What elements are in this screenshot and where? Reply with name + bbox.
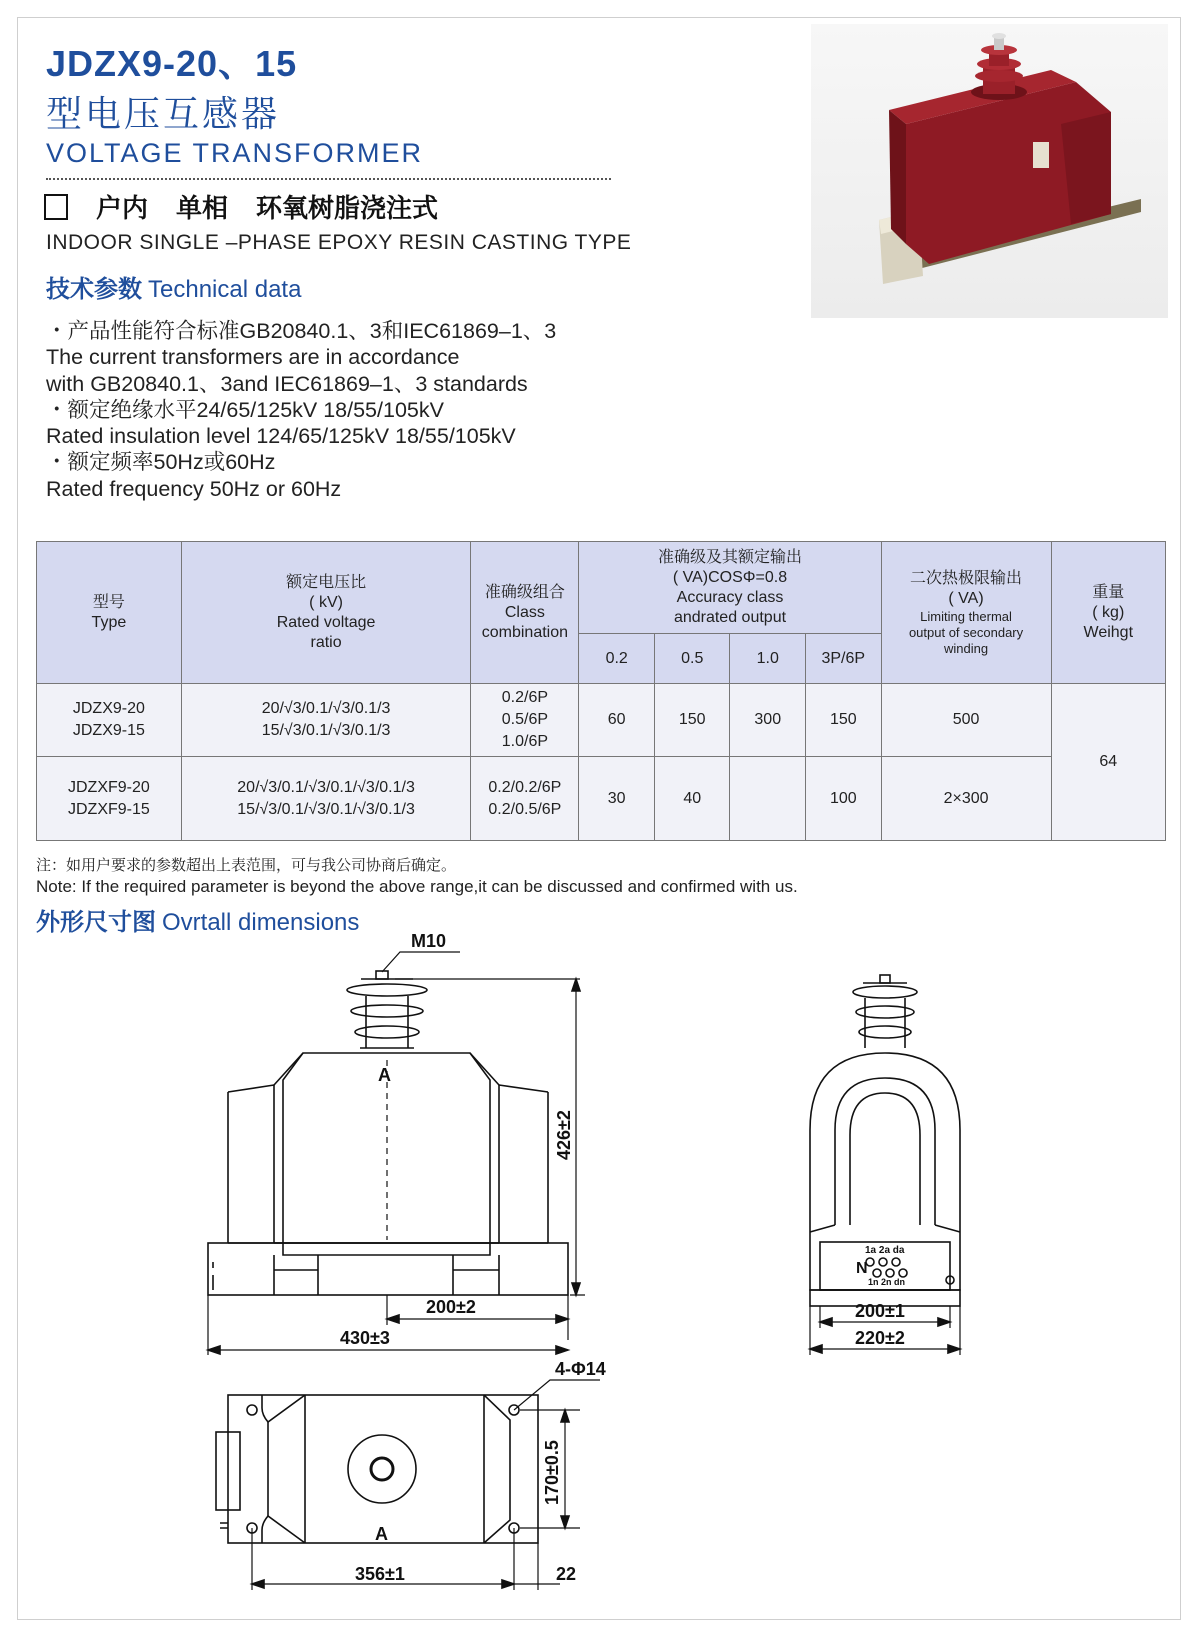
subtitle: INDOOR SINGLE –PHASE EPOXY RESIN CASTING TYPE — [46, 231, 632, 254]
label-220: 220±2 — [855, 1328, 905, 1348]
title-english: VOLTAGE TRANSFORMER — [46, 138, 424, 168]
type-line: JDZXF9-15 — [67, 800, 150, 818]
tech-heading-en: Technical data — [148, 276, 302, 303]
class-line: 0.5/6P — [501, 711, 549, 729]
label-170: 170±0.5 — [542, 1440, 562, 1505]
feature-indoor: 户内 — [96, 194, 149, 224]
cell-weight: 64 — [1051, 684, 1165, 841]
header-thermal-en2: output of secondary — [908, 624, 1024, 640]
header-type-en: Type — [91, 613, 127, 631]
header-thermal-cn: 二次热极限输出 — [910, 569, 1023, 587]
checkbox-square — [44, 194, 68, 220]
header-class — [471, 542, 579, 684]
class-line: 1.0/6P — [501, 733, 549, 751]
header-thermal-en3: winding — [944, 640, 989, 656]
header-ratio-en1: Rated voltage — [276, 613, 376, 631]
table-row — [37, 757, 1166, 841]
label-22: 22 — [556, 1564, 577, 1584]
ratio-line: 15/√3/0.1/√3/0.1/√3/0.1/3 — [237, 800, 415, 818]
label-terminals-top: 1a 2a da — [865, 1245, 905, 1256]
header-ratio-cn: 额定电压比 — [286, 573, 367, 591]
header-class-en1: Class — [504, 603, 545, 621]
dims-heading-cn: 外形尺寸图 — [36, 908, 156, 936]
feature-line — [44, 188, 466, 225]
front-view — [208, 952, 585, 1355]
spec-line: with GB20840.1、3and IEC61869–1、3 standards — [46, 371, 528, 396]
spec-line: Rated frequency 50Hz or 60Hz — [46, 476, 342, 501]
header-acc-0.2: 0.2 — [579, 634, 655, 684]
cell-acc-3p6p: 100 — [806, 757, 882, 841]
label-terminal-n: N — [856, 1260, 868, 1277]
header-acc-1.0: 1.0 — [730, 634, 806, 684]
type-line: JDZXF9-20 — [67, 778, 150, 796]
cell-acc-1.0: 300 — [730, 684, 806, 757]
side-view — [810, 975, 960, 1355]
header-acc-0.5: 0.5 — [654, 634, 730, 684]
cell-acc-0.2: 60 — [579, 684, 655, 757]
spec-table — [36, 541, 1166, 841]
label-a-top: A — [375, 1524, 388, 1544]
dimension-drawing — [0, 920, 1200, 1630]
ratio-line: 20/√3/0.1/√3/0.1/3 — [261, 700, 391, 718]
cell-acc-0.2: 30 — [579, 757, 655, 841]
ratio-line: 20/√3/0.1/√3/0.1/√3/0.1/3 — [237, 778, 415, 796]
title-chinese: 型电压互感器 — [46, 94, 281, 135]
feature-single-phase: 单相 — [176, 194, 229, 224]
spec-line: Rated insulation level 124/65/125kV 18/55/105kV — [46, 424, 516, 449]
class-line: 0.2/0.5/6P — [488, 800, 562, 818]
header-thermal — [881, 542, 1051, 684]
header-type — [37, 542, 182, 684]
tech-heading-cn: 技术参数 — [46, 275, 142, 303]
header-class-en2: combination — [481, 623, 569, 641]
type-line: JDZX9-20 — [72, 700, 145, 718]
transformer-illustration — [811, 24, 1168, 318]
header-accuracy — [579, 542, 881, 634]
header-accuracy-en1: Accuracy class — [676, 588, 784, 606]
label-m10: M10 — [411, 931, 447, 951]
note-en: Note: If the required parameter is beyond the above range,it can be discussed and confirmed with us. — [36, 877, 798, 896]
header-ratio-unit: ( kV) — [309, 593, 343, 611]
header-thermal-unit: ( VA) — [948, 589, 984, 607]
cell-ratio — [181, 684, 471, 757]
cell-type — [37, 757, 182, 841]
header-accuracy-unit: ( VA)COSΦ=0.8 — [672, 568, 788, 586]
header-accuracy-cn: 准确级及其额定输出 — [657, 548, 802, 566]
type-line: JDZX9-15 — [72, 722, 145, 740]
spec-line: The current transformers are in accordance — [46, 345, 460, 370]
header-thermal-en1: Limiting thermal — [920, 608, 1012, 624]
header-ratio — [181, 542, 471, 684]
spec-line: ・额定频率50Hz或60Hz — [46, 450, 276, 475]
label-356: 356±1 — [355, 1564, 405, 1584]
cell-acc-3p6p: 150 — [806, 684, 882, 757]
cell-acc-1.0 — [730, 757, 806, 841]
cell-thermal: 2×300 — [881, 757, 1051, 841]
header-accuracy-en2: andrated output — [673, 608, 787, 626]
product-photo — [811, 24, 1168, 318]
dims-heading-en: Ovrtall dimensions — [162, 909, 360, 936]
ratio-line: 15/√3/0.1/√3/0.1/3 — [261, 722, 391, 740]
header-type-cn: 型号 — [92, 593, 125, 611]
tech-heading — [46, 269, 301, 304]
spec-line: ・产品性能符合标准GB20840.1、3和IEC61869–1、3 — [46, 319, 557, 343]
tech-spec-list — [46, 318, 556, 502]
feature-epoxy: 环氧树脂浇注式 — [256, 194, 439, 224]
label-a-front: A — [378, 1065, 391, 1085]
header-weight-unit: ( kg) — [1092, 603, 1125, 621]
class-line: 0.2/6P — [501, 689, 549, 707]
label-terminals-bottom: 1n 2n dn — [868, 1277, 906, 1287]
cell-class — [471, 757, 579, 841]
header-weight-cn: 重量 — [1092, 583, 1125, 601]
header-acc-3p6p: 3P/6P — [806, 634, 882, 684]
cell-class — [471, 684, 579, 757]
label-430: 430±3 — [340, 1328, 390, 1348]
cell-thermal: 500 — [881, 684, 1051, 757]
note-cn: 注：如用户要求的参数超出上表范围，可与我公司协商后确定。 — [36, 856, 457, 874]
label-200-side: 200±1 — [855, 1301, 905, 1321]
label-200-front: 200±2 — [426, 1297, 476, 1317]
class-line: 0.2/0.2/6P — [488, 778, 562, 796]
label-holes: 4-Φ14 — [555, 1359, 606, 1379]
cell-ratio — [181, 757, 471, 841]
model-title: JDZX9-20、15 — [46, 43, 298, 84]
dotted-divider — [46, 178, 611, 180]
cell-acc-0.5: 40 — [654, 757, 730, 841]
cell-acc-0.5: 150 — [654, 684, 730, 757]
header-weight — [1051, 542, 1165, 684]
header-ratio-en2: ratio — [310, 633, 342, 651]
header-weight-en: Weihgt — [1083, 623, 1134, 641]
spec-line: ・额定绝缘水平24/65/125kV 18/55/105kV — [46, 397, 444, 422]
table-row — [37, 684, 1166, 757]
label-426: 426±2 — [554, 1110, 574, 1160]
header-class-cn: 准确级组合 — [484, 583, 565, 601]
table-note — [36, 855, 798, 897]
cell-type — [37, 684, 182, 757]
